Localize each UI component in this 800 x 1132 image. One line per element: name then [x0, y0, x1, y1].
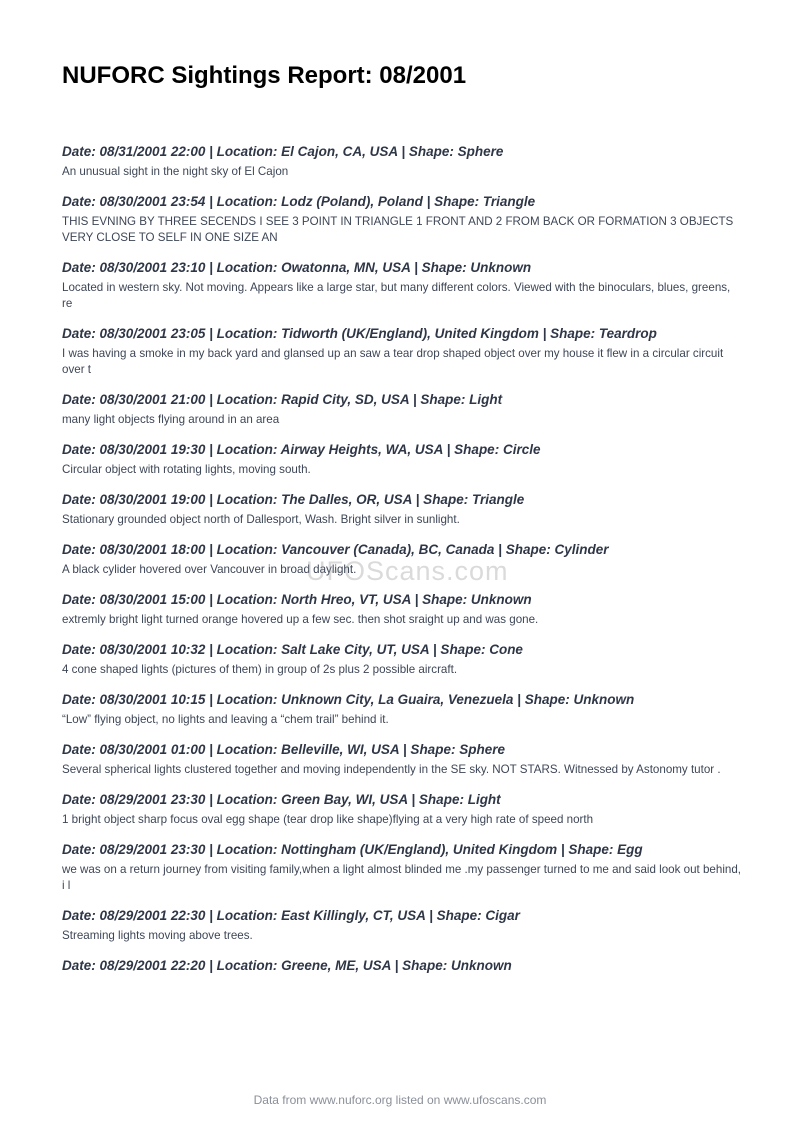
- sighting-header: Date: 08/29/2001 23:30 | Location: Green Bay, WI, USA | Shape: Light: [62, 792, 501, 807]
- sighting-entry: [62, 259, 742, 312]
- sighting-entry: [62, 391, 742, 428]
- sighting-description: extremly bright light turned orange hovered up a few sec. then shot sraight up and was gone.: [62, 613, 539, 626]
- page-footer: Data from www.nuforc.org listed on www.ufoscans.com: [253, 1093, 547, 1107]
- sighting-entry: [62, 791, 742, 828]
- sighting-header: Date: 08/30/2001 19:30 | Location: Airway Heights, WA, USA | Shape: Circle: [62, 442, 541, 457]
- sighting-description: I was having a smoke in my back yard and glansed up an saw a tear drop shaped object over my house it flew in a circular circuit over t: [62, 347, 724, 376]
- sighting-entry: [62, 193, 742, 246]
- sighting-entry: [62, 691, 742, 728]
- sighting-description: Located in western sky. Not moving. Appears like a large star, but many different colors. Viewed with the binoculars, blues, greens, re: [62, 281, 731, 310]
- sighting-description: 4 cone shaped lights (pictures of them) in group of 2s plus 2 possible aircraft.: [62, 663, 458, 676]
- sighting-header: Date: 08/29/2001 22:30 | Location: East Killingly, CT, USA | Shape: Cigar: [62, 908, 520, 923]
- sighting-entry: [62, 143, 742, 180]
- sighting-entry: [62, 641, 742, 678]
- sighting-header: Date: 08/31/2001 22:00 | Location: El Cajon, CA, USA | Shape: Sphere: [62, 144, 504, 159]
- sighting-description: Circular object with rotating lights, moving south.: [62, 463, 311, 476]
- sighting-header: Date: 08/30/2001 10:32 | Location: Salt Lake City, UT, USA | Shape: Cone: [62, 642, 523, 657]
- watermark: UFOScans.com: [306, 556, 509, 586]
- sighting-entry: [62, 907, 742, 944]
- sighting-entry: [62, 841, 742, 894]
- sighting-description: Several spherical lights clustered together and moving independently in the SE sky. NOT STARS. Witnessed by Astonomy tutor .: [62, 763, 721, 776]
- sighting-header: Date: 08/29/2001 23:30 | Location: Nottingham (UK/England), United Kingdom | Shape: Egg: [62, 842, 643, 857]
- sighting-header: Date: 08/30/2001 23:05 | Location: Tidworth (UK/England), United Kingdom | Shape: Teardrop: [62, 326, 657, 341]
- sighting-description: many light objects flying around in an area: [62, 413, 280, 426]
- sighting-header: Date: 08/30/2001 19:00 | Location: The Dalles, OR, USA | Shape: Triangle: [62, 492, 525, 507]
- sightings-list: [62, 143, 742, 988]
- sighting-description: A black cylider hovered over Vancouver in broad daylight.: [62, 563, 357, 576]
- sighting-header: Date: 08/30/2001 01:00 | Location: Belleville, WI, USA | Shape: Sphere: [62, 742, 505, 757]
- page-title: NUFORC Sightings Report: 08/2001: [62, 62, 467, 89]
- sighting-description: “Low” flying object, no lights and leaving a “chem trail” behind it.: [62, 713, 389, 726]
- sighting-description: An unusual sight in the night sky of El Cajon: [62, 165, 289, 178]
- sighting-header: Date: 08/30/2001 21:00 | Location: Rapid City, SD, USA | Shape: Light: [62, 392, 503, 407]
- sighting-header: Date: 08/30/2001 18:00 | Location: Vancouver (Canada), BC, Canada | Shape: Cylinder: [62, 542, 609, 557]
- sighting-header: Date: 08/30/2001 23:54 | Location: Lodz (Poland), Poland | Shape: Triangle: [62, 194, 536, 209]
- sighting-entry: [62, 591, 742, 628]
- sighting-header: Date: 08/30/2001 15:00 | Location: North Hreo, VT, USA | Shape: Unknown: [62, 592, 532, 607]
- sighting-entry: [62, 541, 742, 578]
- sighting-header: Date: 08/29/2001 22:20 | Location: Greene, ME, USA | Shape: Unknown: [62, 958, 512, 973]
- sighting-description: 1 bright object sharp focus oval egg shape (tear drop like shape)flying at a very high rate of speed north: [62, 813, 594, 826]
- sighting-description: THIS EVNING BY THREE SECENDS I SEE 3 POINT IN TRIANGLE 1 FRONT AND 2 FROM BACK OR FORMATION 3 OBJECTS VERY CLOSE TO SELF IN ONE SIZE AN: [62, 215, 734, 244]
- sighting-description: we was on a return journey from visiting family,when a light almost blinded me .my passenger turned to me and said look out behind, i l: [62, 863, 742, 892]
- sighting-entry: [62, 325, 742, 378]
- sighting-entry: [62, 441, 742, 478]
- sighting-description: Streaming lights moving above trees.: [62, 929, 253, 942]
- sighting-entry: [62, 957, 742, 975]
- sighting-header: Date: 08/30/2001 10:15 | Location: Unknown City, La Guaira, Venezuela | Shape: Unknown: [62, 692, 635, 707]
- sighting-header: Date: 08/30/2001 23:10 | Location: Owatonna, MN, USA | Shape: Unknown: [62, 260, 532, 275]
- sighting-description: Stationary grounded object north of Dallesport, Wash. Bright silver in sunlight.: [62, 513, 460, 526]
- sighting-entry: [62, 491, 742, 528]
- sighting-entry: [62, 741, 742, 778]
